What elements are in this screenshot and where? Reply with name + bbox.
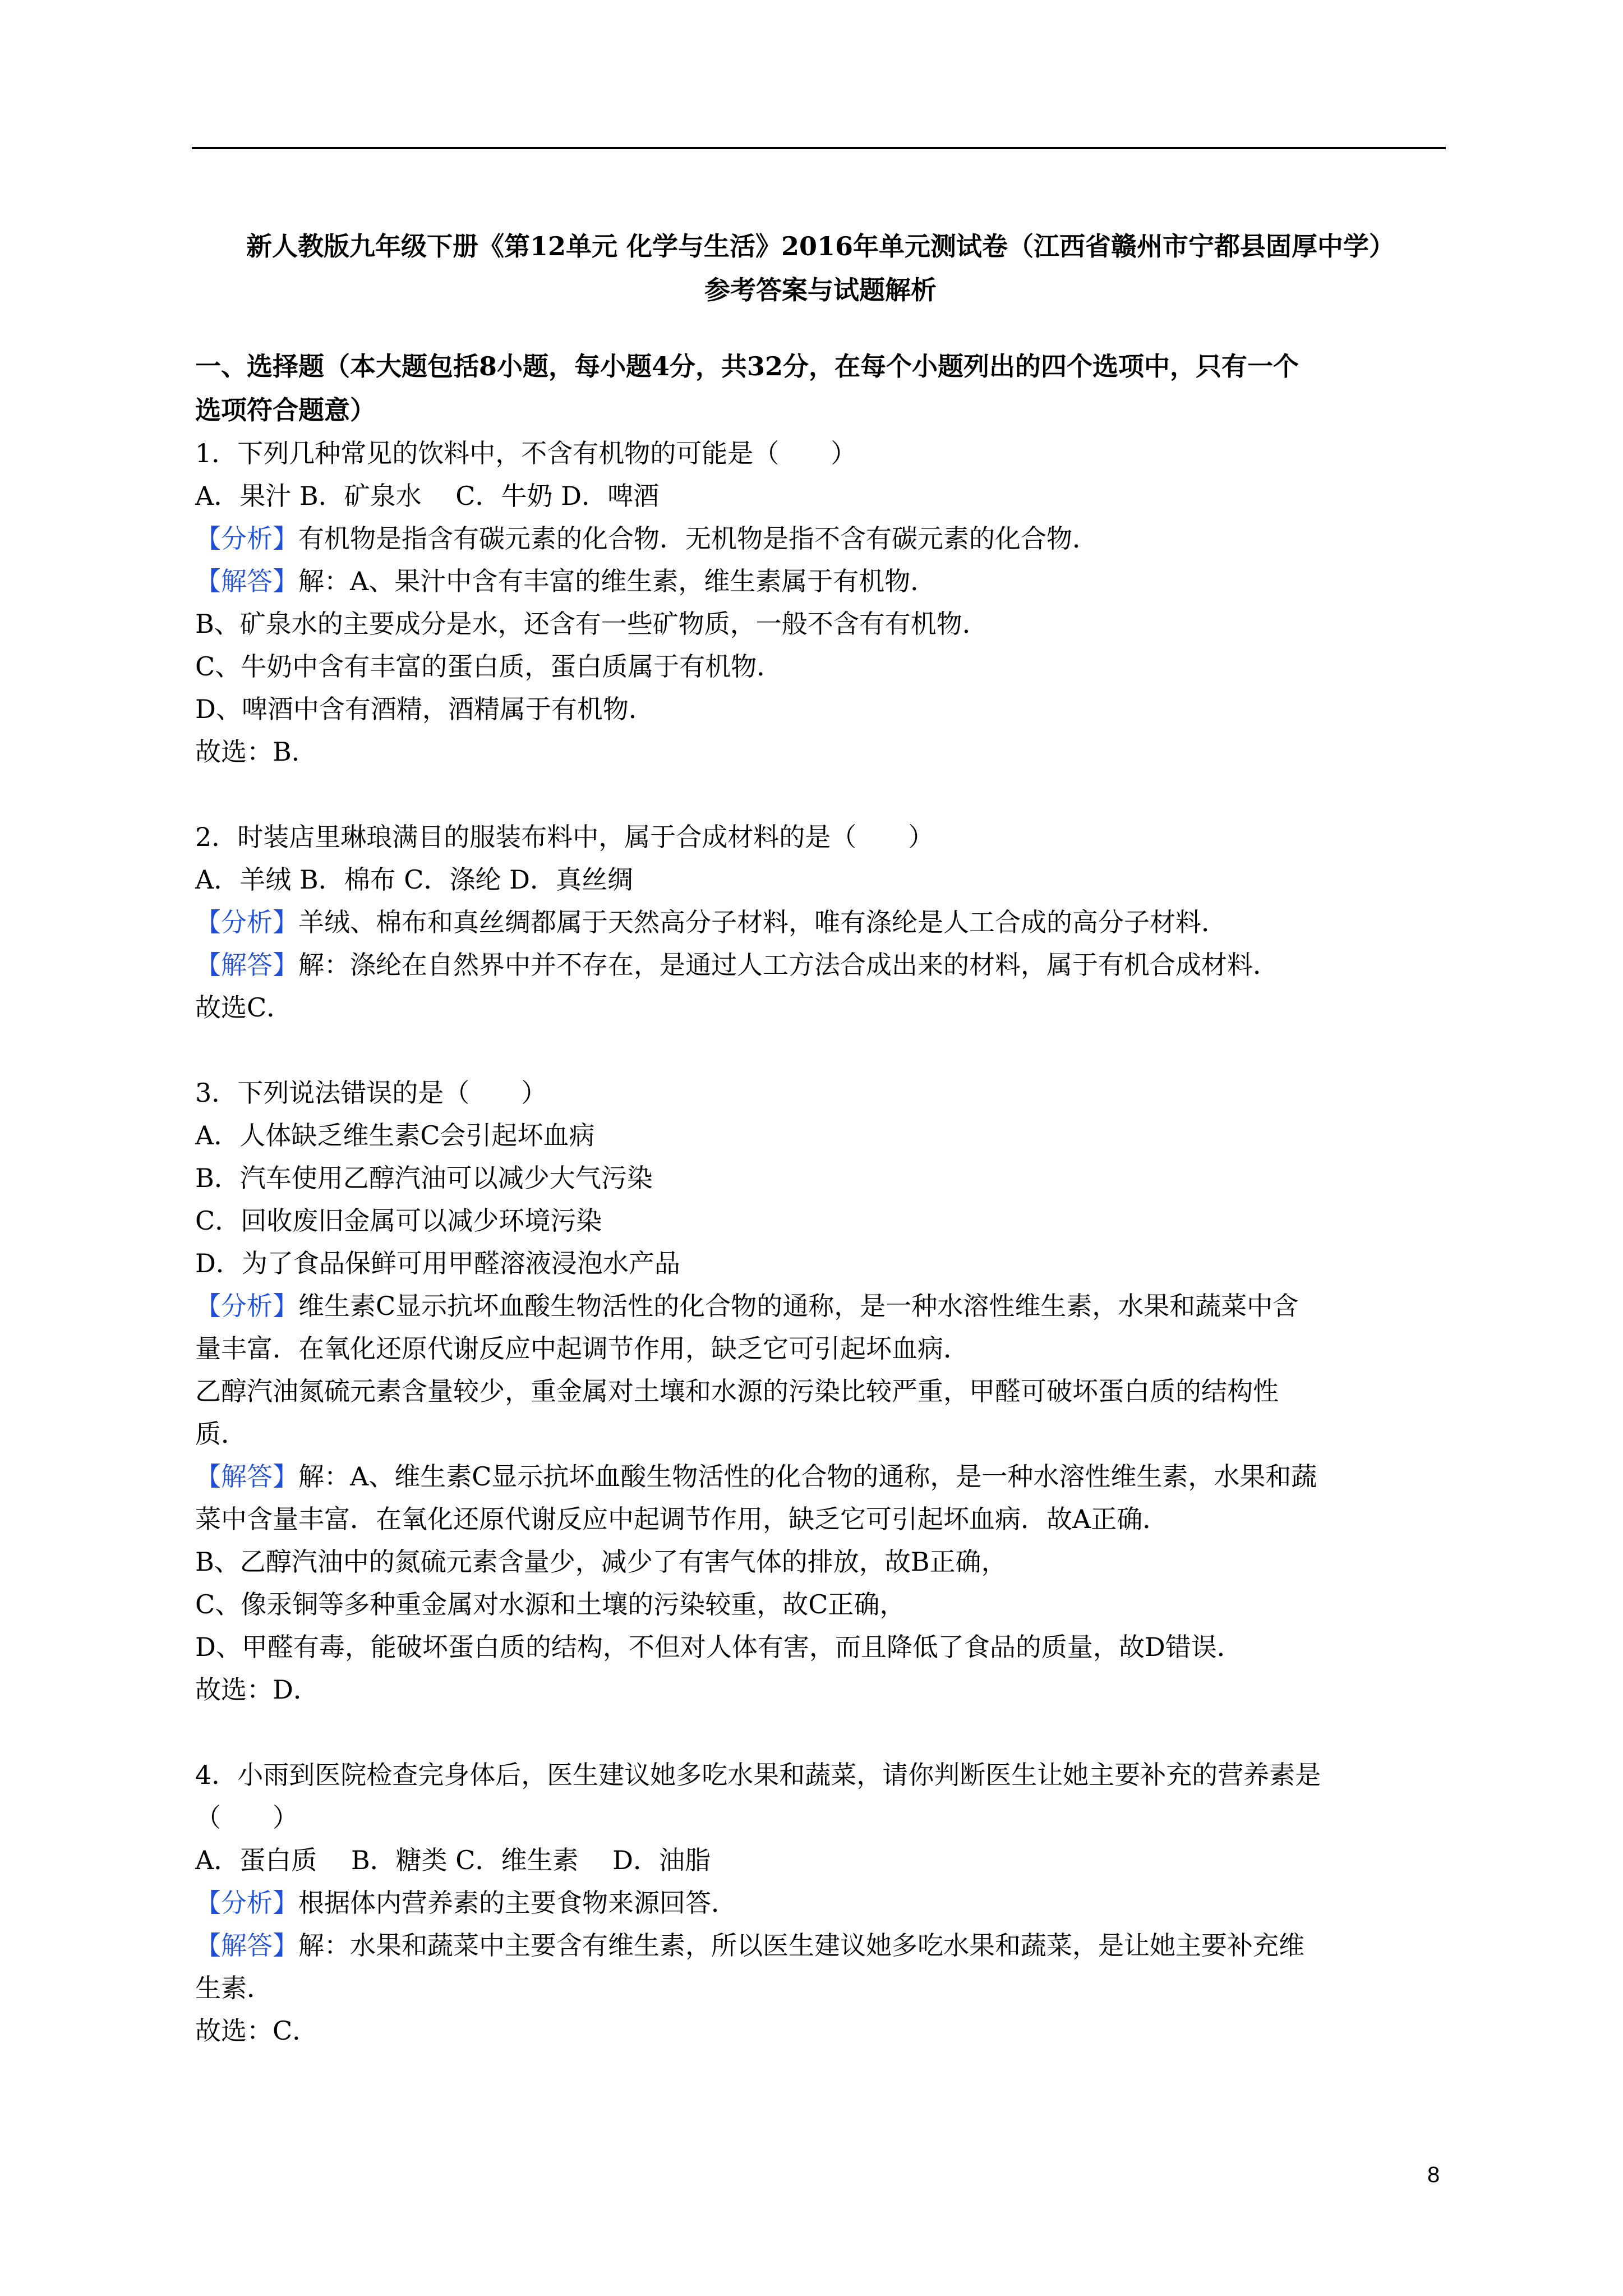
answer-detail: D、甲醛有毒，能破坏蛋白质的结构，不但对人体有害，而且降低了食品的质量，故D错误． xyxy=(195,1632,1243,1662)
answer-line: 【解答】解：A、维生素C显示抗坏血酸生物活性的化合物的通称，是一种水溶性维生素，水果和蔬 xyxy=(195,1461,1317,1492)
answer-detail: B、矿泉水的主要成分是水，还含有一些矿物质，一般不含有有机物． xyxy=(195,609,988,639)
analysis-continued: 乙醇汽油氮硫元素含量较少，重金属对土壤和水源的污染比较严重，甲醛可破坏蛋白质的结构性 xyxy=(195,1376,1279,1406)
header-rule xyxy=(192,147,1446,149)
question-4 xyxy=(195,1754,1446,2052)
answer-continued: 生素． xyxy=(195,1973,273,2003)
final-choice: 故选C． xyxy=(195,992,293,1023)
answer-detail: C、牛奶中含有丰富的蛋白质，蛋白质属于有机物． xyxy=(195,651,783,682)
analysis-tag: 【分析】 xyxy=(195,1291,298,1321)
page-number: 8 xyxy=(1427,2162,1440,2187)
answer-detail: C、像汞铜等多种重金属对水源和土壤的污染较重，故C正确， xyxy=(195,1589,906,1619)
question-stem: 4．小雨到医院检查完身体后，医生建议她多吃水果和蔬菜，请你判断医生让她主要补充的营养素是 xyxy=(195,1760,1321,1790)
answer-detail: B、乙醇汽油中的氮硫元素含量少，减少了有害气体的排放，故B正确， xyxy=(195,1547,1007,1577)
answer-continued: 菜中含量丰富．在氧化还原代谢反应中起调节作用，缺乏它可引起坏血病．故A正确． xyxy=(195,1504,1169,1534)
answer-line: 【解答】解：涤纶在自然界中并不存在，是通过人工方法合成出来的材料，属于有机合成材料． xyxy=(195,950,1279,980)
answer-detail: D、啤酒中含有酒精，酒精属于有机物． xyxy=(195,694,654,724)
analysis-tag: 【分析】 xyxy=(195,523,298,554)
title-line-2: 参考答案与试题解析 xyxy=(704,275,937,305)
answer-tag: 【解答】 xyxy=(195,950,298,980)
document-body xyxy=(195,224,1446,2052)
analysis-line: 【分析】羊绒、棉布和真丝绸都属于天然高分子材料，唯有涤纶是人工合成的高分子材料． xyxy=(195,907,1227,937)
section-heading-line-2: 选项符合题意） xyxy=(195,395,376,425)
analysis-line: 【分析】有机物是指含有碳元素的化合物．无机物是指不含有碳元素的化合物． xyxy=(195,523,1098,554)
final-choice: 故选：D． xyxy=(195,1674,319,1705)
question-options: A．果汁 B．矿泉水 C．牛奶 D．啤酒 xyxy=(195,481,659,511)
final-choice: 故选：C． xyxy=(195,2016,319,2046)
analysis-continued: 量丰富．在氧化还原代谢反应中起调节作用，缺乏它可引起坏血病． xyxy=(195,1333,969,1364)
analysis-continued: 质． xyxy=(195,1419,247,1449)
question-2 xyxy=(195,816,1446,1029)
question-options: A．蛋白质 B．糖类 C．维生素 D．油脂 xyxy=(195,1845,711,1875)
question-stem: 3．下列说法错误的是（ ） xyxy=(195,1078,547,1108)
question-1 xyxy=(195,432,1446,773)
page-title xyxy=(195,224,1446,312)
question-3 xyxy=(195,1071,1446,1711)
analysis-tag: 【分析】 xyxy=(195,1888,298,1918)
title-line-1: 新人教版九年级下册《第12单元 化学与生活》2016年单元测试卷（江西省赣州市宁都县固厚中学） xyxy=(246,231,1395,261)
question-option: A．人体缺乏维生素C会引起坏血病 xyxy=(195,1120,595,1151)
question-option: D．为了食品保鲜可用甲醛溶液浸泡水产品 xyxy=(195,1248,680,1278)
section-heading-line-1: 一、选择题（本大题包括8小题，每小题4分，共32分，在每个小题列出的四个选项中，只有一个 xyxy=(195,351,1299,381)
answer-tag: 【解答】 xyxy=(195,1930,298,1961)
answer-tag: 【解答】 xyxy=(195,566,298,596)
question-option: C．回收废旧金属可以减少环境污染 xyxy=(195,1205,602,1236)
question-stem: 1．下列几种常见的饮料中，不含有机物的可能是（ ） xyxy=(195,438,857,468)
final-choice: 故选：B． xyxy=(195,737,317,767)
analysis-line: 【分析】根据体内营养素的主要食物来源回答． xyxy=(195,1888,737,1918)
question-option: B．汽车使用乙醇汽油可以减少大气污染 xyxy=(195,1163,653,1193)
answer-line: 【解答】解：A、果汁中含有丰富的维生素，维生素属于有机物． xyxy=(195,566,937,596)
answer-tag: 【解答】 xyxy=(195,1461,298,1492)
question-options: A．羊绒 B．棉布 C．涤纶 D．真丝绸 xyxy=(195,864,633,895)
question-stem: 2．时装店里琳琅满目的服装布料中，属于合成材料的是（ ） xyxy=(195,822,934,852)
question-stem-continued: （ ） xyxy=(195,1802,298,1833)
analysis-tag: 【分析】 xyxy=(195,907,298,937)
section-heading xyxy=(195,344,1446,432)
answer-line: 【解答】解：水果和蔬菜中主要含有维生素，所以医生建议她多吃水果和蔬菜，是让她主要补充维 xyxy=(195,1930,1304,1961)
analysis-line: 【分析】维生素C显示抗坏血酸生物活性的化合物的通称，是一种水溶性维生素，水果和蔬菜中含 xyxy=(195,1291,1299,1321)
